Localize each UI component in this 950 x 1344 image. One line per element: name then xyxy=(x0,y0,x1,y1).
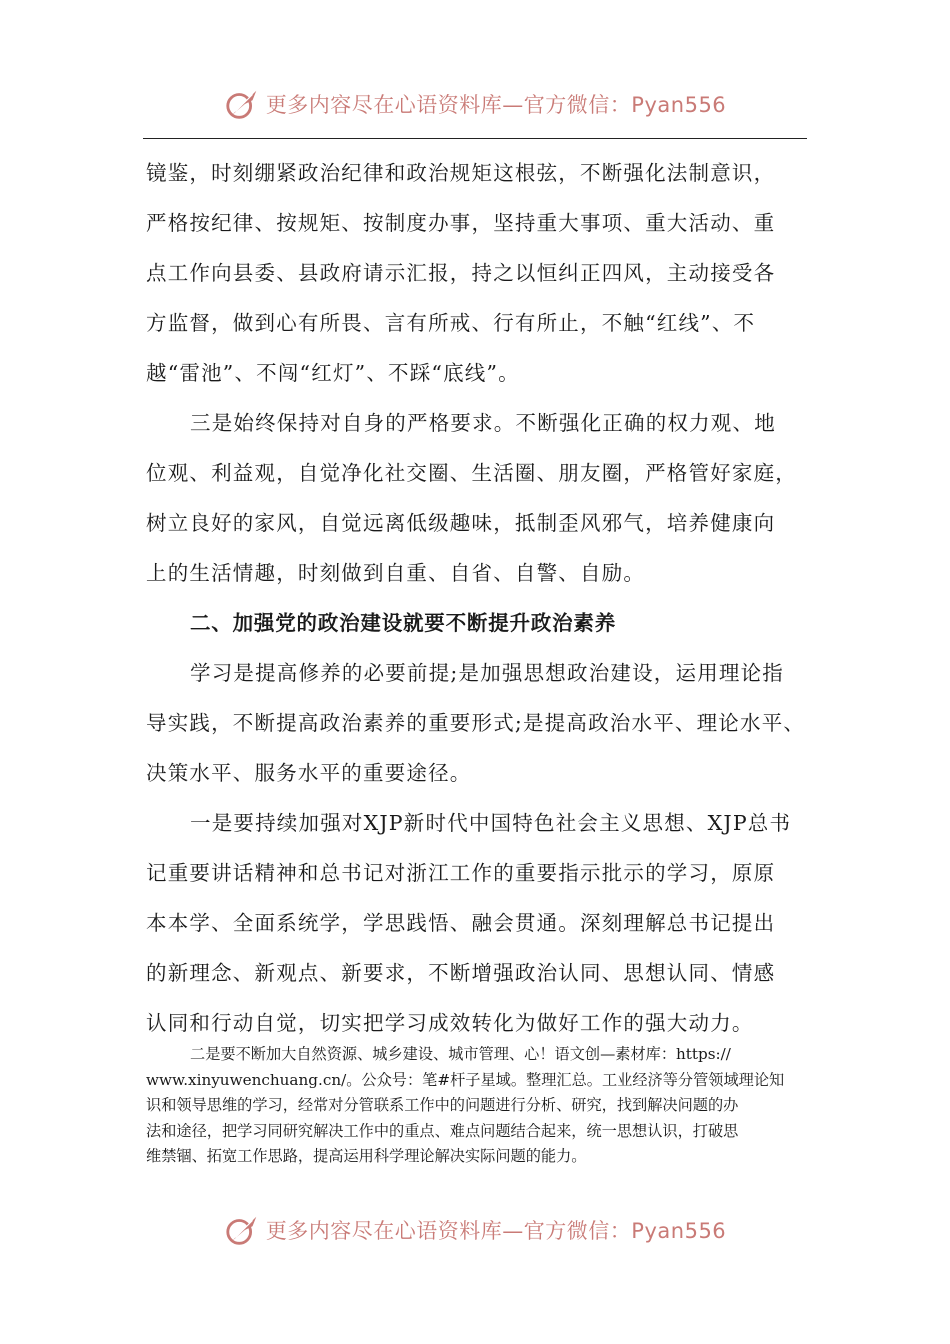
paragraph-line: 严格按纪律、按规矩、按制度办事，坚持重大事项、重大活动、重 xyxy=(146,211,776,235)
paragraph-line: 方监督，做到心有所畏、言有所戒、行有所止，不触“红线”、不 xyxy=(146,311,756,335)
paragraph-line: 决策水平、服务水平的重要途径。 xyxy=(146,761,472,785)
document-body xyxy=(146,148,814,1048)
paragraph-line: 镜鉴，时刻绷紧政治纪律和政治规矩这根弦，不断强化法制意识， xyxy=(146,161,776,185)
paragraph-line: 上的生活情趣，时刻做到自重、自省、自警、自励。 xyxy=(146,561,646,585)
section-heading: 二、加强党的政治建设就要不断提升政治素养 xyxy=(190,611,616,635)
paragraph-line: 位观、利益观，自觉净化社交圈、生活圈、朋友圈，严格管好家庭， xyxy=(146,461,797,485)
note-line: 二是要不断加大自然资源、城乡建设、城市管理、心！语文创—素材库：https:// xyxy=(190,1045,731,1063)
page-header xyxy=(0,84,950,124)
header-divider xyxy=(143,138,807,139)
paragraph-line: 一是要持续加强对XJP新时代中国特色社会主义思想、XJP总书 xyxy=(190,811,792,835)
small-print-paragraph xyxy=(146,1042,810,1170)
note-line: 识和领导思维的学习，经常对分管联系工作中的问题进行分析、研究，找到解决问题的办 xyxy=(146,1096,739,1115)
paragraph-line: 点工作向县委、县政府请示汇报，持之以恒纠正四风，主动接受各 xyxy=(146,261,776,285)
quill-logo-icon xyxy=(224,85,262,123)
note-line: 维禁锢、拓宽工作思路，提高运用科学理论解决实际问题的能力。 xyxy=(146,1147,587,1166)
paragraph-line: 学习是提高修养的必要前提;是加强思想政治建设，运用理论指 xyxy=(190,661,785,685)
footer-banner-text: 更多内容尽在心语资料库—官方微信：Pyan556 xyxy=(265,1219,727,1243)
paragraph-line: 认同和行动自觉，切实把学习成效转化为做好工作的强大动力。 xyxy=(146,1011,754,1035)
paragraph-line: 导实践，不断提高政治素养的重要形式;是提高政治水平、理论水平、 xyxy=(146,711,806,735)
quill-logo-icon xyxy=(224,1211,262,1249)
paragraph-line: 越“雷池”、不闯“红灯”、不踩“底线”。 xyxy=(146,361,520,385)
paragraph-line: 本本学、全面系统学，学思践悟、融会贯通。深刻理解总书记提出 xyxy=(146,911,776,935)
paragraph-line: 的新理念、新观点、新要求，不断增强政治认同、思想认同、情感 xyxy=(146,961,776,985)
page-footer xyxy=(0,1210,950,1250)
header-banner-text: 更多内容尽在心语资料库—官方微信：Pyan556 xyxy=(265,93,727,117)
note-line: www.xinyuwenchuang.cn/。公众号：笔#杆子星域。整理汇总。工业经济等分管领域理论知 xyxy=(146,1070,785,1089)
paragraph-line: 树立良好的家风，自觉远离低级趣味，抵制歪风邪气，培养健康向 xyxy=(146,511,776,535)
paragraph-line: 记重要讲话精神和总书记对浙江工作的重要指示批示的学习，原原 xyxy=(146,861,776,885)
note-line: 法和途径，把学习同研究解决工作中的重点、难点问题结合起来，统一思想认识，打破思 xyxy=(146,1121,739,1140)
paragraph-line: 三是始终保持对自身的严格要求。不断强化正确的权力观、地 xyxy=(190,411,776,435)
